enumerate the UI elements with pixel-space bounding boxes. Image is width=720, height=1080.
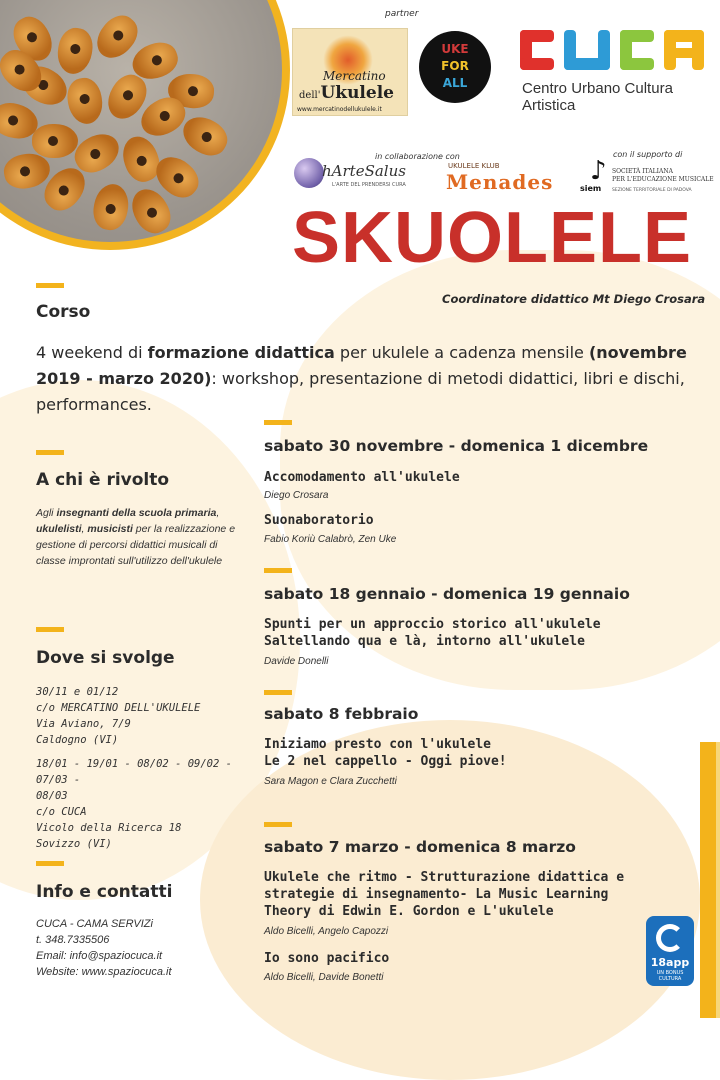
right-edge-accent xyxy=(700,742,716,1018)
siem-line2: PER L'EDUCAZIONE MUSICALE xyxy=(612,176,714,183)
section-marker xyxy=(36,861,64,866)
18app-icon xyxy=(656,924,684,952)
schedule-date: sabato 30 novembre - domenica 1 dicembre xyxy=(264,437,649,455)
corso-description: 4 weekend di formazione didattica per ukulele a cadenza mensile (novembre 2019 - marzo 2020): workshop, presentazione di metodi didattici, libri e dischi, performances. xyxy=(36,343,687,414)
section-marker xyxy=(36,450,64,455)
section-marker xyxy=(36,627,64,632)
section-marker xyxy=(264,568,292,573)
globe-icon xyxy=(294,158,324,188)
music-note-icon: ♪ xyxy=(590,156,607,186)
contact-email[interactable]: Email: info@spaziocuca.it xyxy=(36,950,163,962)
session-people: Davide Donelli xyxy=(264,656,329,667)
session-title: Spunti per un approccio storico all'ukulele Saltellando qua e là, intorno all'ukulele xyxy=(264,617,601,649)
artesalus-tagline: L'ARTE DEL PRENDERSI CURA xyxy=(332,182,406,188)
mercatino-url: www.mercatinodellukulele.it xyxy=(297,106,382,113)
18app-sub: UN BONUS CULTURA xyxy=(656,970,684,982)
support-label: con il supporto di xyxy=(613,150,683,159)
target-description: Agli insegnanti della scuola primaria, ukulelisti, musicisti per la realizzazione e gestione di percorsi didattici musicali di classe improntati sull'utilizzo dell'ukulele xyxy=(36,507,236,567)
target-heading: A chi è rivolto xyxy=(36,470,170,490)
menades-name: Menades xyxy=(446,170,554,194)
session-title: Suonaboratorio xyxy=(264,513,374,528)
partner-label: partner xyxy=(385,9,419,19)
corso-heading: Corso xyxy=(36,302,91,322)
mercatino-ukulele-logo xyxy=(292,28,408,116)
session-people: Aldo Bicelli, Angelo Capozzi xyxy=(264,926,389,937)
artesalus-logo xyxy=(294,156,434,194)
mercatino-line1: Mercatino xyxy=(323,69,386,83)
session-people: Sara Magon e Clara Zucchetti xyxy=(264,776,397,787)
location-line: 18/01 - 19/01 - 08/02 - 09/02 - 07/03 - xyxy=(36,758,232,786)
session-title: Ukulele che ritmo - Strutturazione didattica e strategie di insegnamento- La Music Learning Theory di Edwin E. Gordon e L'ukulele xyxy=(264,870,625,919)
location-line: c/o CUCA xyxy=(36,806,87,818)
session-title: Accomodamento all'ukulele xyxy=(264,470,460,485)
schedule-date: sabato 7 marzo - domenica 8 marzo xyxy=(264,838,576,856)
page-title: SKUOLELE xyxy=(292,198,693,278)
location-line: 30/11 e 01/12 xyxy=(36,686,119,698)
location-line: Sovizzo (VI) xyxy=(36,838,112,850)
artesalus-name: hArteSalus xyxy=(322,162,406,180)
location-line: c/o MERCATINO DELL'UKULELE xyxy=(36,702,201,714)
session-people: Diego Crosara xyxy=(264,490,329,501)
cuca-logo xyxy=(518,28,708,72)
contacts-heading: Info e contatti xyxy=(36,882,173,902)
contact-name: CUCA - CAMA SERVIZi xyxy=(36,918,153,930)
section-marker xyxy=(264,420,292,425)
uke-for-all-line2: FOR xyxy=(441,59,469,73)
siem-line3: SEZIONE TERRITORIALE DI PADOVA xyxy=(612,188,692,193)
session-people: Aldo Bicelli, Davide Bonetti xyxy=(264,972,384,983)
right-edge-accent xyxy=(716,742,720,1018)
18app-badge xyxy=(646,916,694,986)
location-line: Via Aviano, 7/9 xyxy=(36,718,131,730)
section-marker xyxy=(264,822,292,827)
session-people: Fabio Koriù Calabrò, Zen Uke xyxy=(264,534,397,545)
menades-ukulele-klub-logo xyxy=(444,162,554,194)
session-title: Iniziamo presto con l'ukulele Le 2 nel cappello - Oggi piove! xyxy=(264,737,507,769)
contacts-block xyxy=(36,916,256,980)
coordinator-line: Coordinatore didattico Mt Diego Crosara xyxy=(442,292,706,306)
location-line: Caldogno (VI) xyxy=(36,734,119,746)
session-title: Io sono pacifico xyxy=(264,951,390,966)
mercatino-line2: dell'Ukulele xyxy=(299,83,394,103)
uke-for-all-line1: UKE xyxy=(441,42,469,56)
section-marker xyxy=(36,283,64,288)
location-heading: Dove si svolge xyxy=(36,648,175,668)
location-block-1 xyxy=(36,684,256,748)
contact-website[interactable]: Website: www.spaziocuca.it xyxy=(36,966,172,978)
section-marker xyxy=(264,690,292,695)
siem-acronym: siem xyxy=(580,184,602,193)
collaboration-label: in collaborazione con xyxy=(375,152,460,161)
siem-logo xyxy=(576,156,714,198)
location-line: Vicolo della Ricerca 18 xyxy=(36,822,182,834)
cuca-subtitle: Centro Urbano Cultura Artistica xyxy=(522,80,673,114)
ukuleles-photo xyxy=(0,0,290,250)
uke-for-all-line3: ALL xyxy=(442,76,468,90)
location-block-2 xyxy=(36,756,256,852)
uke-for-all-logo xyxy=(419,31,491,103)
location-line: 08/03 xyxy=(36,790,68,802)
18app-name: 18app xyxy=(650,956,690,969)
siem-line1: SOCIETÀ ITALIANA xyxy=(612,168,673,175)
schedule-date: sabato 8 febbraio xyxy=(264,705,419,723)
menades-top: UKULELE KLUB xyxy=(448,162,500,170)
schedule-date: sabato 18 gennaio - domenica 19 gennaio xyxy=(264,585,630,603)
contact-phone: t. 348.7335506 xyxy=(36,934,110,946)
